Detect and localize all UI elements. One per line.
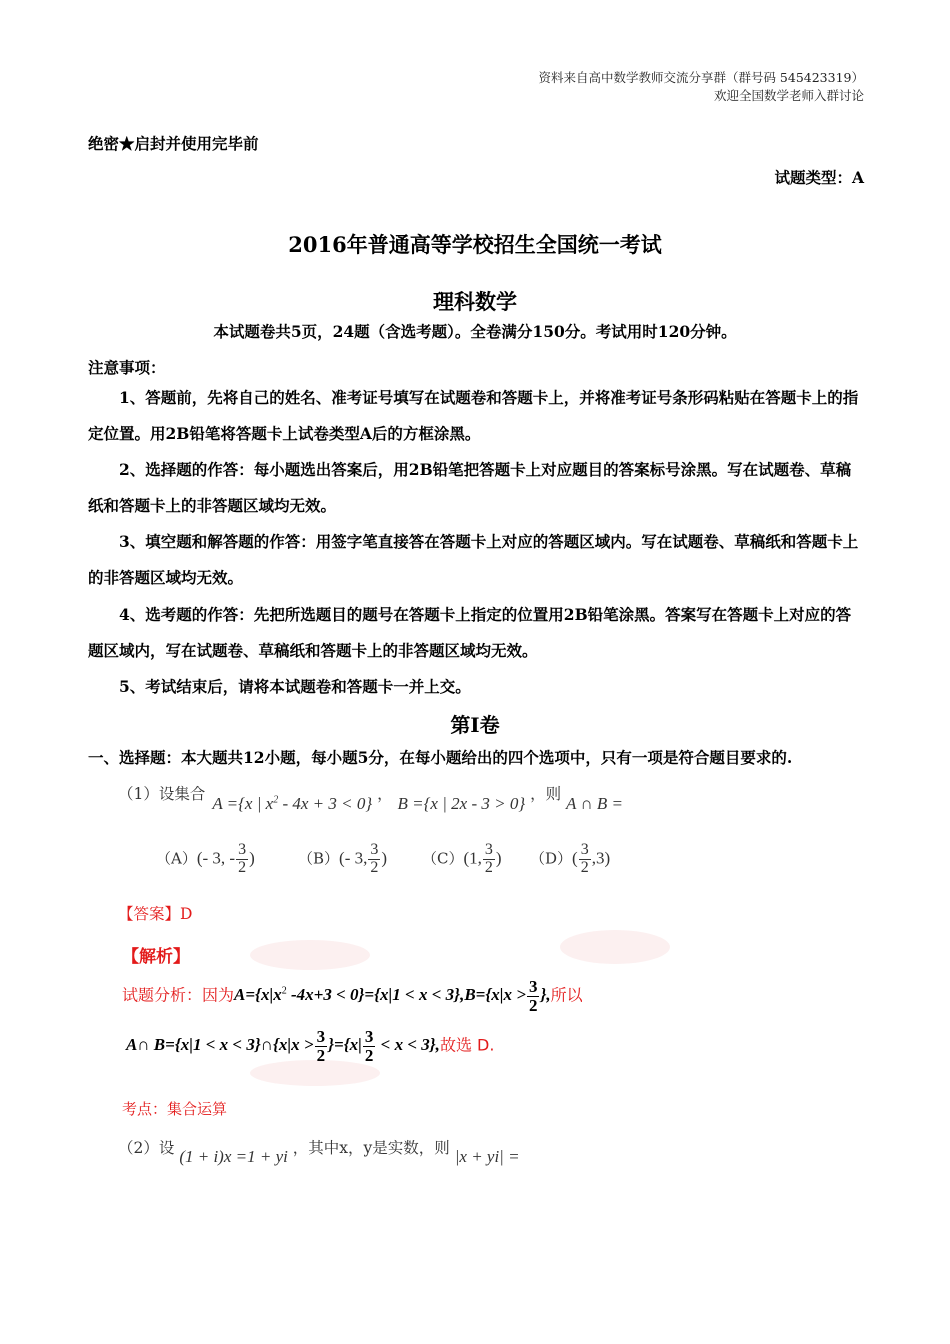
notice-item: 1、答题前，先将自己的姓名、准考证号填写在试题卷和答题卡上，并将准考证号条形码粘贴在答题卡上的指定位置。用2B铅笔将答题卡上试卷类型A后的方框涂黑。 bbox=[88, 388, 859, 443]
q2-expression: (1 + i)x =1 + yi bbox=[179, 1147, 288, 1166]
exam-intro: 本试题卷共5页，24题（含选考题）。全卷满分150分。考试用时120分钟。 bbox=[213, 322, 737, 341]
option-c: （C）(1, $\frac{3}{2}$ ) bbox=[422, 841, 502, 876]
question-1-label: （1）设集合 bbox=[118, 785, 206, 803]
header-line-2: 欢迎全国数学老师入群讨论 bbox=[713, 88, 864, 103]
answer-label: 【答案】D bbox=[118, 905, 193, 923]
notice-item: 2、选择题的作答：每小题选出答案后，用2B铅笔把答题卡上对应题目的答案标号涂黑。写在试题卷、草稿纸和答题卡上的非答题区域均无效。 bbox=[88, 460, 852, 515]
option-d: （D）( $\frac{3}{2}$ ,3) bbox=[530, 841, 611, 876]
q2-mid-text: ，其中x，y是实数，则 bbox=[292, 1139, 450, 1157]
comma: ， bbox=[377, 785, 393, 803]
set-a-expression: A ={x | $x^2 - 4x + 3 < 0$} bbox=[212, 794, 373, 813]
option-a: （A）(- 3, - $\frac{3}{2}$ ) bbox=[156, 841, 255, 876]
header-line-1: 资料来自高中数学教师交流分享群（群号码 545423319） bbox=[538, 70, 864, 85]
notice-item: 4、选考题的作答：先把所选题目的题号在答题卡上指定的位置用2B铅笔涂黑。答案写在答题卡上对应的答题区域内，写在试题卷、草稿纸和答题卡上的非答题区域均无效。 bbox=[88, 605, 852, 660]
exam-type: 试题类型：A bbox=[774, 168, 864, 187]
section-title: 一、选择题：本大题共12小题，每小题5分，在每小题给出的四个选项中，只有一项是符合题目要求的. bbox=[88, 748, 793, 767]
set-b-expression: B ={x | 2x - 3 > 0} bbox=[397, 794, 526, 813]
background-smudge bbox=[560, 930, 670, 964]
q2-question: |x + yi| = bbox=[454, 1147, 520, 1166]
solution-line-1: 试题分析：因为$A=\{x|x^2$ -4x+3 < 0}={x|1 < x < 3},B={x|x > $\frac{3}{2}$ },所以 bbox=[122, 977, 583, 1015]
analysis-label: 【解析】 bbox=[122, 947, 190, 967]
solution-line-2: A∩ B={x|1 < x < 3}∩{x|x > $\frac{3}{2}$ }={x| $\frac{3}{2}$ < x < 3},故选 D. bbox=[126, 1027, 495, 1065]
background-smudge bbox=[250, 940, 370, 970]
notice-title: 注意事项： bbox=[88, 358, 166, 377]
kaodian: 考点：集合运算 bbox=[122, 1100, 228, 1118]
question-2 bbox=[118, 1136, 520, 1166]
notice-item: 5、考试结束后，请将本试题卷和答题卡一并上交。 bbox=[119, 677, 471, 696]
secret-notice: 绝密★启封并使用完毕前 bbox=[88, 134, 259, 153]
intersection-question: A ∩ B = bbox=[566, 794, 623, 813]
part-title: 第Ⅰ卷 bbox=[450, 713, 500, 737]
subject-title: 理科数学 bbox=[433, 289, 517, 314]
notice-item: 3、填空题和解答题的作答：用签字笔直接答在答题卡上对应的答题区域内。写在试题卷、草稿纸和答题卡上的非答题区域均无效。 bbox=[88, 532, 859, 587]
option-b: （B）(- 3, $\frac{3}{2}$ ) bbox=[298, 841, 388, 876]
question-2-label: （2）设 bbox=[118, 1139, 175, 1157]
then-text: ，则 bbox=[530, 785, 562, 803]
question-1 bbox=[118, 782, 623, 813]
exam-title: 2016年普通高等学校招生全国统一考试 bbox=[288, 232, 662, 257]
